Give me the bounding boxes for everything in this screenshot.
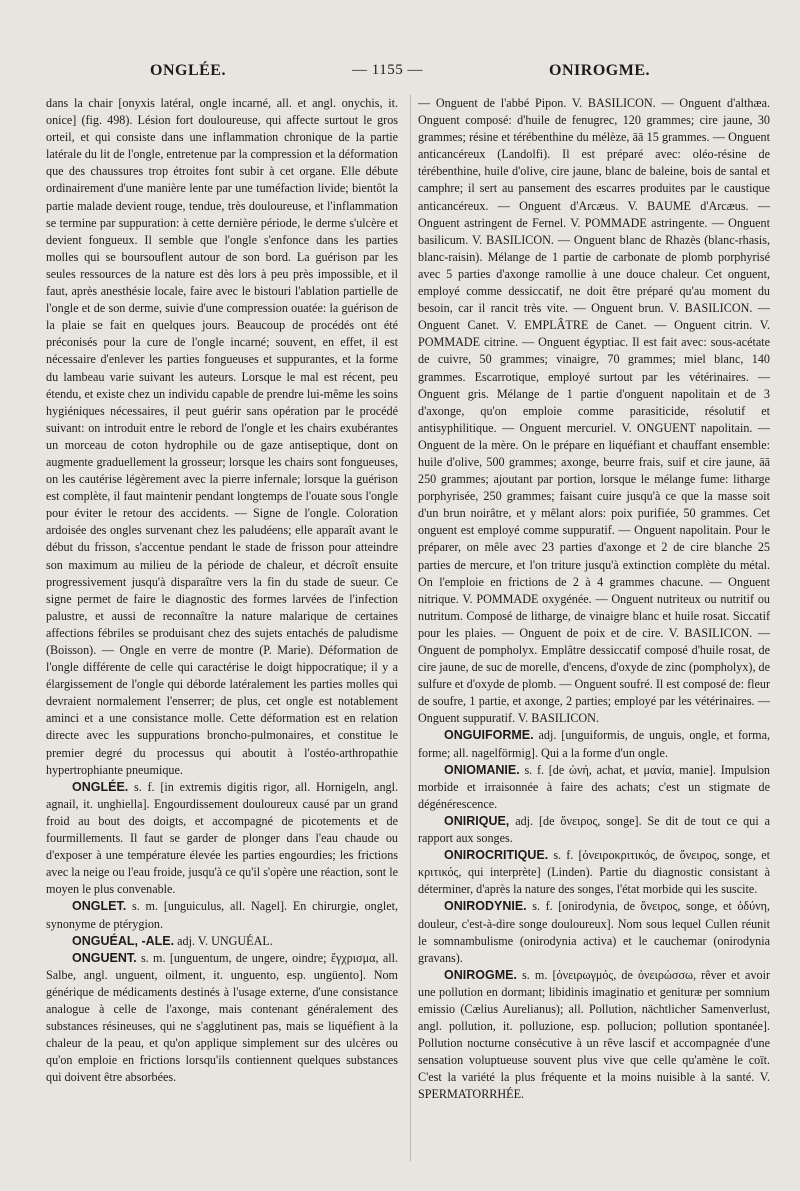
entry-headword: ONIRIQUE, — [444, 813, 510, 828]
entry-definition: s. m. [unguiculus, all. Nagel]. En chirurgie, onglet, synonyme de ptérygion. — [46, 899, 398, 931]
entry-headword: ONGUÉAL, -ALE. — [72, 933, 175, 948]
entry-definition: s. f. [in extremis digitis rigor, all. Hornigeln, angl. agnail, it. unghiella]. Engourdissement douloureux causé par un grand froid au bout des doigts, et accompagné de picotements et de fourmillements. Il faut se garder de plonger dans l'eau chaude ou d'exposer à une température élevée les parties engourdies; les frictions avec la neige ou l'eau froide, jusqu'à ce qu'il s'opère une réaction, sont le moyen le plus convenable. — [46, 779, 398, 897]
continued-text: dans la chair [onyxis latéral, ongle incarné, all. et angl. onychis, it. onice] (fig. 498). Lésion fort douloureuse, qui affecte surtout le gros orteil, et qui consiste dans une inflammation chronique de la partie latérale du lit de l'ongle, entretenue par la compression et la déformation que des chaussures trop étroites font subir à cet organe. Elle débute ordinairement d'une manière lente par une tuméfaction livide; bientôt la partie malade devient rouge, tendue, très douloureuse, et l'inflammation se termine par suppuration: à cette dernière période, le derme s'ulcère et devient fongueux. Il semble que l'ongle s'enfonce dans les parties molles qui se boursouflent autour de son bord. La guérison par les seules ressources de la nature est dès lors à peu près impossible, et il faut, après anesthésie locale, faire avec le bistouri l'ablation partielle de l'ongle et de son derme, suivie d'une compression ouatée: la guérison de la plaie se fait en quelques jours. Beaucoup de procédés ont été préconisés pour la cure de l'ongle incarné; souvent, en effet, il est nécessaire d'enlever les parties fongueuses et suppurantes, et la forme du lambeau varie suivant les auteurs. Lorsque le mal est récent, peu étendu, et existe chez un individu capable de prendre lui-même les soins hygiéniques nécessaires, il peut guérir sans opération par le procédé suivant: on introduit entre le rebord de l'ongle et les chairs exubérantes un morceau de coton hydrophile ou de gaze antiseptique, dont on augmente graduellement la grosseur; lorsque les chairs sont fongueuses, on les cautérise légèrement avec la pierre infernale; lorsque la guérison est complète, il faut maintenir pendant longtemps de l'ouate sous l'ongle pour éviter le retour des accidents. — Signe de l'ongle. Coloration ardoisée des ongles survenant chez les paludéens; elle apparaît avant le début du frisson, s'accentue pendant le stade de frisson pour atteindre son maximum au milieu de la période de chaleur, et décroît ensuite progressivement jusqu'à disparaître vers la fin du stade de sueur. Ce signe permet de faire le diagnostic des formes larvées de l'infection palustre, et aussi de reconnaître la nature malarique de certaines affections fébriles se produisant chez des sujets entachés de paludisme (Boisson). — Ongle en verre de montre (P. Marie). Déformation de l'ongle différente de celle qui caractérise le doigt hippocratique; il y a élargissement de l'ongle qui déborde latéralement les parties molles qui devraient normalement l'enserrer; de plus, cet ongle est notablement aminci et a une consistance molle. Cette déformation est en relation directe avec les suppurations broncho-pulmonaires, et constitue le premier degré du processus qui aboutit à l'ostéo-arthropathie hypertrophiante pneumique. — [46, 96, 398, 777]
header-left-word: ONGLÉE. — [150, 62, 226, 79]
entry-headword: ONIROGME. — [444, 967, 517, 982]
entry-definition: adj. [unguiformis, de unguis, ongle, et forma, forme; all. nagelförmig]. Qui a la forme d'un ongle. — [418, 728, 770, 760]
dictionary-entry — [418, 847, 770, 898]
dictionary-entry — [418, 813, 770, 847]
header-right-word: ONIROGME. — [549, 62, 650, 79]
dictionary-entry — [46, 933, 398, 950]
dictionary-entry — [46, 898, 398, 932]
entry-headword: ONGUENT. — [72, 950, 137, 965]
dictionary-entry — [418, 727, 770, 761]
entry-definition: s. f. [ὀνειροκριτικός, de ὄνειρος, songe, et κριτικός, qui interprète] (Linden). Partie du diagnostic consistant à déterminer, d'après la nature des songes, l'état morbide qui les suscite. — [418, 848, 770, 897]
entry-definition: adj. V. UNGUÉAL. — [174, 933, 273, 948]
continued-text: — Onguent de l'abbé Pipon. V. BASILICON. — Onguent d'althæa. Onguent composé: d'huile de fenugrec, 120 grammes; cire jaune, 30 grammes; résine et térébenthine du mélèze, āā 15 grammes. — Onguent anticancéreux (Landolfi). Il est préparé avec: oléo-résine de térébenthine, huile d'olive, cire jaune, blanc de baleine, bois de santal et camphre; il sert au pansement des escarres produites par le caustique anticancéreux. — Onguent d'Arcæus. V. BAUME d'Arcæus. — Onguent astringent de Fernel. V. POMMADE astringente. — Onguent basilicum. V. BASILICON. — Onguent blanc de Rhazès (blanc-rhasis, blanc-raisin). Mélange de 1 partie de carbonate de plomb porphyrisé avec 5 parties d'axonge ramollie à une douce chaleur. Cet onguent, employé comme dessiccatif, ne doit être préparé qu'au moment du besoin, car il rancit très vite. — Onguent brun. V. BASILICON. — Onguent Canet. V. EMPLÂTRE de Canet. — Onguent citrin. V. POMMADE citrine. — Onguent égyptiac. Il est fait avec: sous-acétate de cuivre, 50 grammes; vinaigre, 70 grammes; miel blanc, 140 grammes. Escarrotique, employé surtout par les vétérinaires. — Onguent gris. Mélange de 1 partie d'onguent napolitain et de 3 d'axonge, qu'on emploie comme parasiticide, résolutif et antisyphilitique. — Onguent mercuriel. V. ONGUENT napolitain. — Onguent de la mère. On le prépare en liquéfiant et chauffant ensemble: huile d'olive, 500 grammes; axonge, beurre frais, suif et cire jaune, āā 250 grammes; ajoutant par portion, lorsque le mélange fume: litharge porphyrisée, 250 grammes; faisant cuire jusqu'à ce que la masse soit d'un brun noirâtre, et y mêlant alors: poix purifiée, 50 grammes. Cet onguent est employé comme suppuratif. — Onguent napolitain. Pour le préparer, on mêle avec 23 parties d'axonge et 2 de cire blanche 25 parties de mercure, et l'on triture jusqu'à extinction complète du métal. On l'emploie en frictions de 2 à 4 grammes chacune. — Onguent nitrique. V. POMMADE oxygénée. — Onguent nutriteux ou nutritif ou nutritum. Composé de litharge, de vinaigre blanc et huile rosat. Siccatif pour les plaies. — Onguent de poix et de cire. V. BASILICON. — Onguent de pompholyx. Emplâtre dessiccatif composé d'huile rosat, de cire jaune, de suc de morelle, d'encens, d'oxyde de zinc (pompholyx), de sulfure et d'oxyde de plomb. — Onguent soufré. Il est composé de: fleur de soufre, 1 partie, et axonge, 2 parties; employé par les vétérinaires. — Onguent suppuratif. V. BASILICON. — [418, 96, 770, 726]
entry-headword: ONGUIFORME. — [444, 728, 534, 743]
entry-definition: s. m. [ὀνειρωγμός, de ὀνειρώσσω, rêver et avoir une pollution en dormant; libidinis imaginatio et genituræ per somnium emissio (Cælius Aurelianus); all. Pollution, nächtlicher Samenverlust, angl. pollution, it. polluzione, esp. pollucion; pollution spontanée]. Pollution nocturne consécutive à un rêve lascif et accompagnée d'une sensation voluptueuse souvent plus vive que celle qu'amène le coït. C'est la variété la plus fréquente et la moins nuisible à la santé. V. SPERMATORRHÉE. — [418, 967, 770, 1102]
dictionary-entry — [418, 967, 770, 1104]
entry-headword: ONGLET. — [72, 899, 127, 914]
dictionary-entry — [46, 779, 398, 899]
dictionary-entry — [46, 950, 398, 1087]
right-column — [418, 95, 770, 1104]
entry-headword: ONIRODYNIE. — [444, 899, 527, 914]
entry-definition: s. m. [unguentum, de ungere, oindre; ἔγχρισμα, all. Salbe, angl. unguent, oilment, it. unguento, esp. ungüento]. Nom générique de médicaments destinés à l'usage externe, d'une consistance analogue à celle de l'axonge, mais contenant généralement des substances résineuses, qui ne s'agglutinent pas, mais se liquéfient à la chaleur de la peau, et qu'on applique simplement sur des ulcères ou qu'on emploie en frictions lorsqu'ils contiennent quelques substances qui doivent être absorbées. — [46, 950, 398, 1085]
left-column — [46, 95, 398, 1104]
dictionary-entry — [418, 762, 770, 813]
entry-definition: s. f. [onirodynia, de ὄνειρος, songe, et ὀδύνη, douleur, c'est-à-dire songe douloureux]. Nom sous lequel Cullen réunit le somnambulisme (onirodynia activa) et le cauchemar (onirodynia gravans). — [418, 899, 770, 965]
entry-headword: ONIOMANIE. — [444, 762, 520, 777]
page-header — [150, 62, 650, 80]
entry-definition: adj. [de ὄνειρος, songe]. Se dit de tout ce qui a rapport aux songes. — [418, 813, 770, 846]
page-number: — 1155 — — [352, 62, 423, 78]
entry-definition: s. f. [de ὠνή, achat, et μανία, manie]. Impulsion morbide et irraisonnée à faire des achats; c'est un stigmate de dégénérescence. — [418, 762, 770, 811]
entry-headword: ONIROCRITIQUE. — [444, 848, 549, 863]
entry-headword: ONGLÉE. — [72, 779, 129, 794]
columns — [46, 95, 770, 1104]
dictionary-entry — [418, 898, 770, 966]
